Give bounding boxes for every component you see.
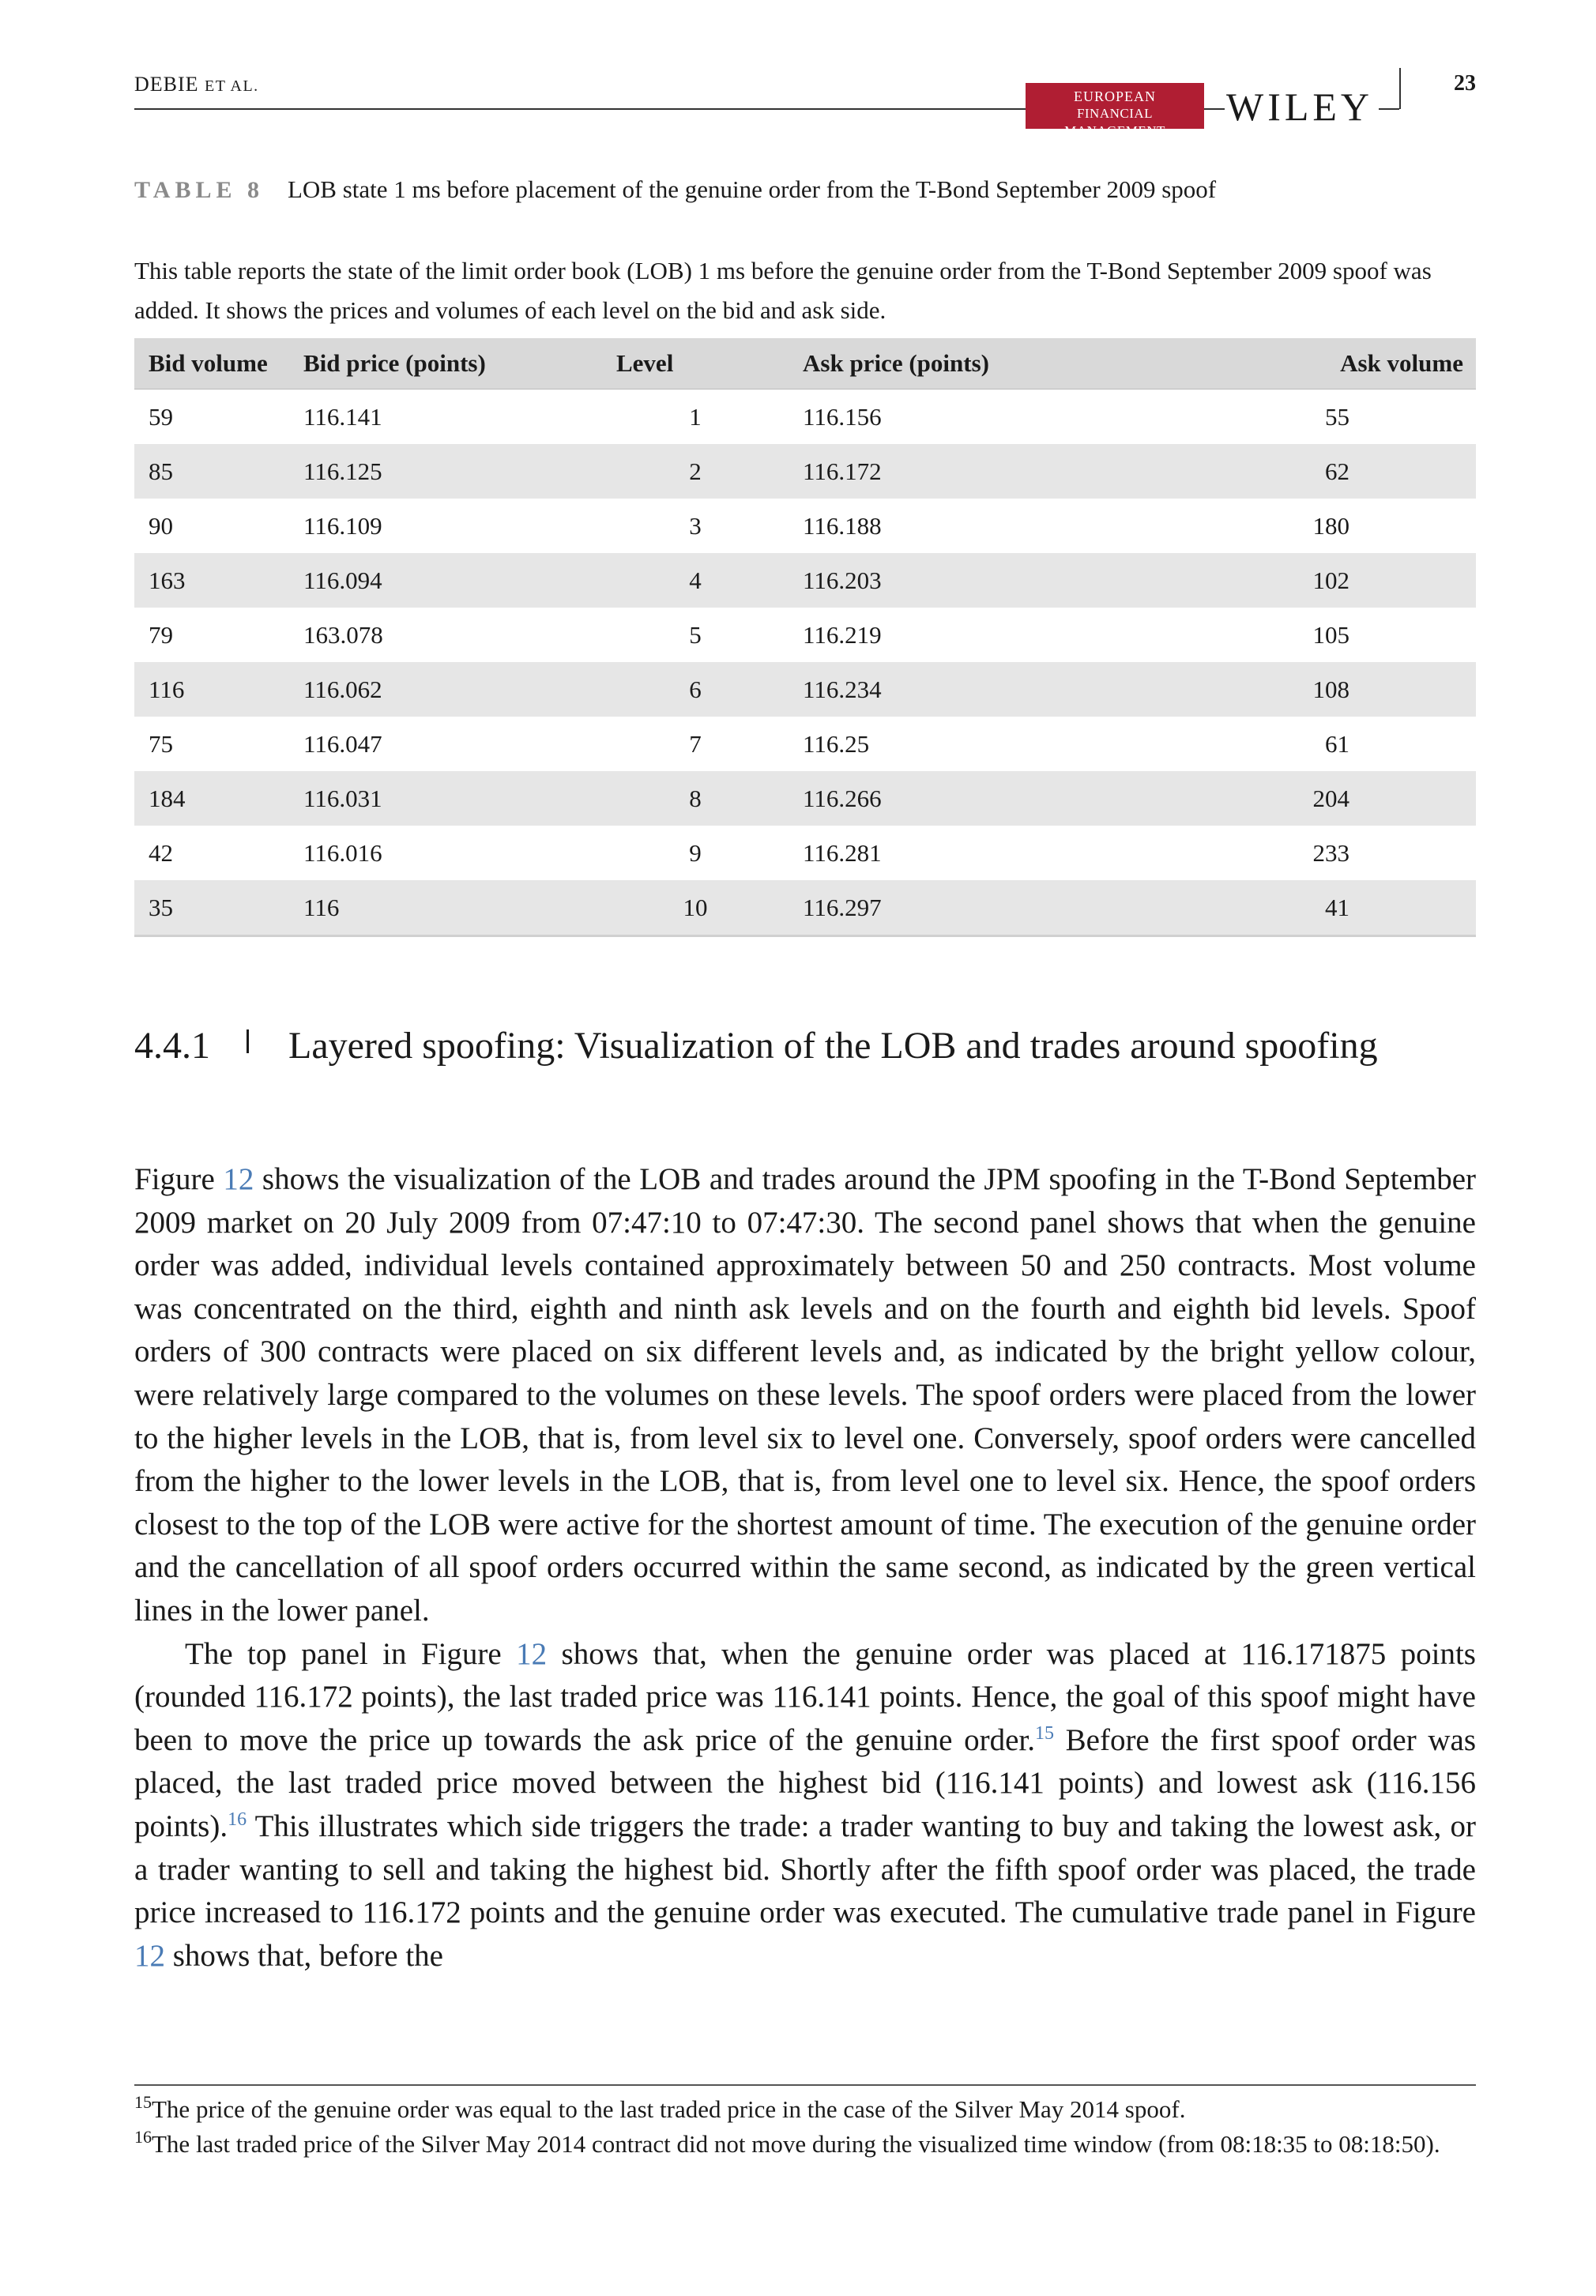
table-row — [134, 608, 1476, 662]
column-header: Level — [602, 338, 789, 390]
column-header: Bid volume — [134, 338, 289, 390]
table-cell: 116 — [289, 880, 602, 936]
table-cell: 116.016 — [303, 838, 382, 867]
table-cell: 116.188 — [803, 511, 882, 540]
table-cell: 102 — [1101, 553, 1476, 608]
table-title: LOB state 1 ms before placement of the genuine order from the T-Bond September 2009 spoof — [287, 175, 1217, 203]
section-title: Layered spoofing: Visualization of the LOB and trades around spoofing — [288, 1025, 1378, 1067]
table-cell: 108 — [1101, 662, 1476, 717]
header-divider — [1399, 68, 1401, 109]
table-caption — [134, 175, 1216, 204]
table-cell: 61 — [1325, 729, 1349, 758]
table-cell: 41 — [1101, 880, 1476, 936]
figure-link[interactable]: 12 — [134, 1938, 165, 1973]
table-cell: 116.156 — [803, 402, 882, 431]
table-cell: 105 — [1312, 620, 1349, 649]
lob-table — [134, 338, 1476, 937]
table-cell: 116.141 — [303, 402, 382, 431]
page-number: 23 — [1454, 71, 1476, 96]
table-cell: 116.281 — [803, 838, 882, 867]
table-cell: 79 — [149, 620, 173, 649]
table-cell: 116.266 — [789, 771, 1101, 826]
column-header: Ask price (points) — [789, 338, 1101, 390]
table-row — [134, 499, 1476, 553]
table-label: TABLE 8 — [134, 177, 264, 203]
footnote: $^{15}$The price of the genuine order was equal to the last traded price in the case of the Silver May 2014 spoof. — [134, 2092, 1186, 2123]
column-header: Ask volume — [1101, 338, 1476, 390]
journal-name-line1: EUROPEAN — [1073, 88, 1156, 104]
table-row — [134, 444, 1476, 499]
table-row — [134, 717, 1476, 771]
table-cell: 10 — [602, 880, 789, 936]
table-cell: 42 — [149, 838, 173, 867]
table-cell: 116.297 — [789, 880, 1101, 936]
publisher-logo: WILEY — [1226, 85, 1374, 129]
table-cell: 116.125 — [289, 444, 602, 499]
table-cell: 116.094 — [289, 553, 602, 608]
header-rule-short — [1379, 108, 1399, 110]
table-cell: 55 — [1325, 402, 1349, 431]
footnote-link[interactable]: 15 — [1035, 1722, 1054, 1744]
table-cell: 5 — [689, 620, 702, 649]
table-cell: 35 — [134, 880, 289, 936]
table-cell: 9 — [689, 838, 702, 867]
table-row — [134, 880, 1476, 936]
table-cell: 163.078 — [303, 620, 383, 649]
paragraph: Figure 12 shows the visualization of the LOB and trades around the JPM spoofing in the T-Bond September 2009 market on 20 July 2009 from 07:47:10 to 07:47:30. The second panel shows that when the genuine order was added, individual levels contained approximately between 50 and 250 contracts. Most volume was concentrated on the third, eighth and ninth ask levels and on the fourth and eighth bid levels. Spoof orders of 300 contracts were placed on six different levels and, as indicated by the bright yellow colour, were relatively large compared to the volumes on these levels. The spoof orders were placed from the lower to the higher levels in the LOB, that is, from level six to level one. Conversely, spoof orders were cancelled from the higher to the lower levels in the LOB, that is, from level one to level six. Hence, the spoof orders closest to the top of the LOB were active for the shortest amount of time. The execution of the genuine order and the cancellation of all spoof orders occurred within the same second, as indicated by the green vertical lines in the lower panel. — [134, 1162, 1476, 1628]
table-cell: 7 — [689, 729, 702, 758]
body-text — [134, 1158, 1476, 1978]
table-cell: 163 — [134, 553, 289, 608]
paragraph: The top panel in Figure 12 shows that, when the genuine order was placed at 116.171875 points (rounded 116.172 points), the last traded price was 116.141 points. Hence, the goal of this spoof might have been to move the price up towards the ask price of the genuine order.$^{15}$ Before the first spoof order was placed, the last traded price moved between the highest bid (116.141 points) and lowest ask (116.156 points).$^{16}$ This illustrates which side triggers the trade: a trader wanting to buy and taking the lowest ask, or a trader wanting to sell and taking the highest bid. Shortly after the fifth spoof order was placed, the trade price increased to 116.172 points and the genuine order was executed. The cumulative trade panel in Figure 12 shows that, before the — [134, 1636, 1476, 1973]
table-cell: 1 — [689, 402, 702, 431]
table-cell: 116.25 — [803, 729, 870, 758]
table-cell: 116.172 — [789, 444, 1101, 499]
table-cell: 116.219 — [803, 620, 882, 649]
table-cell: 116.109 — [303, 511, 382, 540]
table-cell: 6 — [602, 662, 789, 717]
column-header: Bid price (points) — [289, 338, 602, 390]
table-cell: 59 — [149, 402, 173, 431]
journal-name-line2: FINANCIAL MANAGEMENT — [1064, 106, 1165, 138]
table-cell: 180 — [1312, 511, 1349, 540]
table-row — [134, 826, 1476, 880]
table-cell: 116.203 — [789, 553, 1101, 608]
table-cell: 75 — [149, 729, 173, 758]
table-row — [134, 662, 1476, 717]
table-cell: 116 — [134, 662, 289, 717]
table-cell: 62 — [1101, 444, 1476, 499]
table-row — [134, 771, 1476, 826]
table-row — [134, 553, 1476, 608]
table-cell: 233 — [1312, 838, 1349, 867]
running-header-authors: DEBIE ET AL. — [134, 73, 259, 96]
table-header-row — [134, 338, 1476, 390]
table-cell: 3 — [689, 511, 702, 540]
table-cell: 116.047 — [303, 729, 382, 758]
table-cell: 2 — [602, 444, 789, 499]
figure-link[interactable]: 12 — [223, 1162, 254, 1196]
table-cell: 116.031 — [289, 771, 602, 826]
figure-link[interactable]: 12 — [516, 1636, 548, 1671]
footnote-link[interactable]: 16 — [228, 1809, 247, 1830]
footnote: $^{16}$The last traded price of the Silver May 2014 contract did not move during the visualized time window (from 08:18:35 to 08:18:50). — [134, 2127, 1440, 2158]
table-row — [134, 390, 1476, 445]
footnote-rule — [134, 2084, 1476, 2086]
section-heading — [134, 1024, 1476, 1068]
table-cell: 4 — [602, 553, 789, 608]
table-description: This table reports the state of the limit order book (LOB) 1 ms before the genuine order from the T-Bond September 2009 spoof was added. It shows the prices and volumes of each level on the bid and ask side. — [134, 257, 1432, 324]
table-cell: 184 — [134, 771, 289, 826]
section-number: 4.4.1 — [134, 1025, 210, 1067]
table-cell: 204 — [1101, 771, 1476, 826]
table-cell: 90 — [149, 511, 173, 540]
header-rule — [134, 108, 1026, 110]
journal-badge — [1026, 83, 1204, 138]
table-cell: 85 — [134, 444, 289, 499]
table-cell: 116.062 — [289, 662, 602, 717]
header-rule-short — [1204, 108, 1225, 110]
section-divider — [247, 1029, 249, 1053]
table-cell: 8 — [602, 771, 789, 826]
table-cell: 116.234 — [789, 662, 1101, 717]
